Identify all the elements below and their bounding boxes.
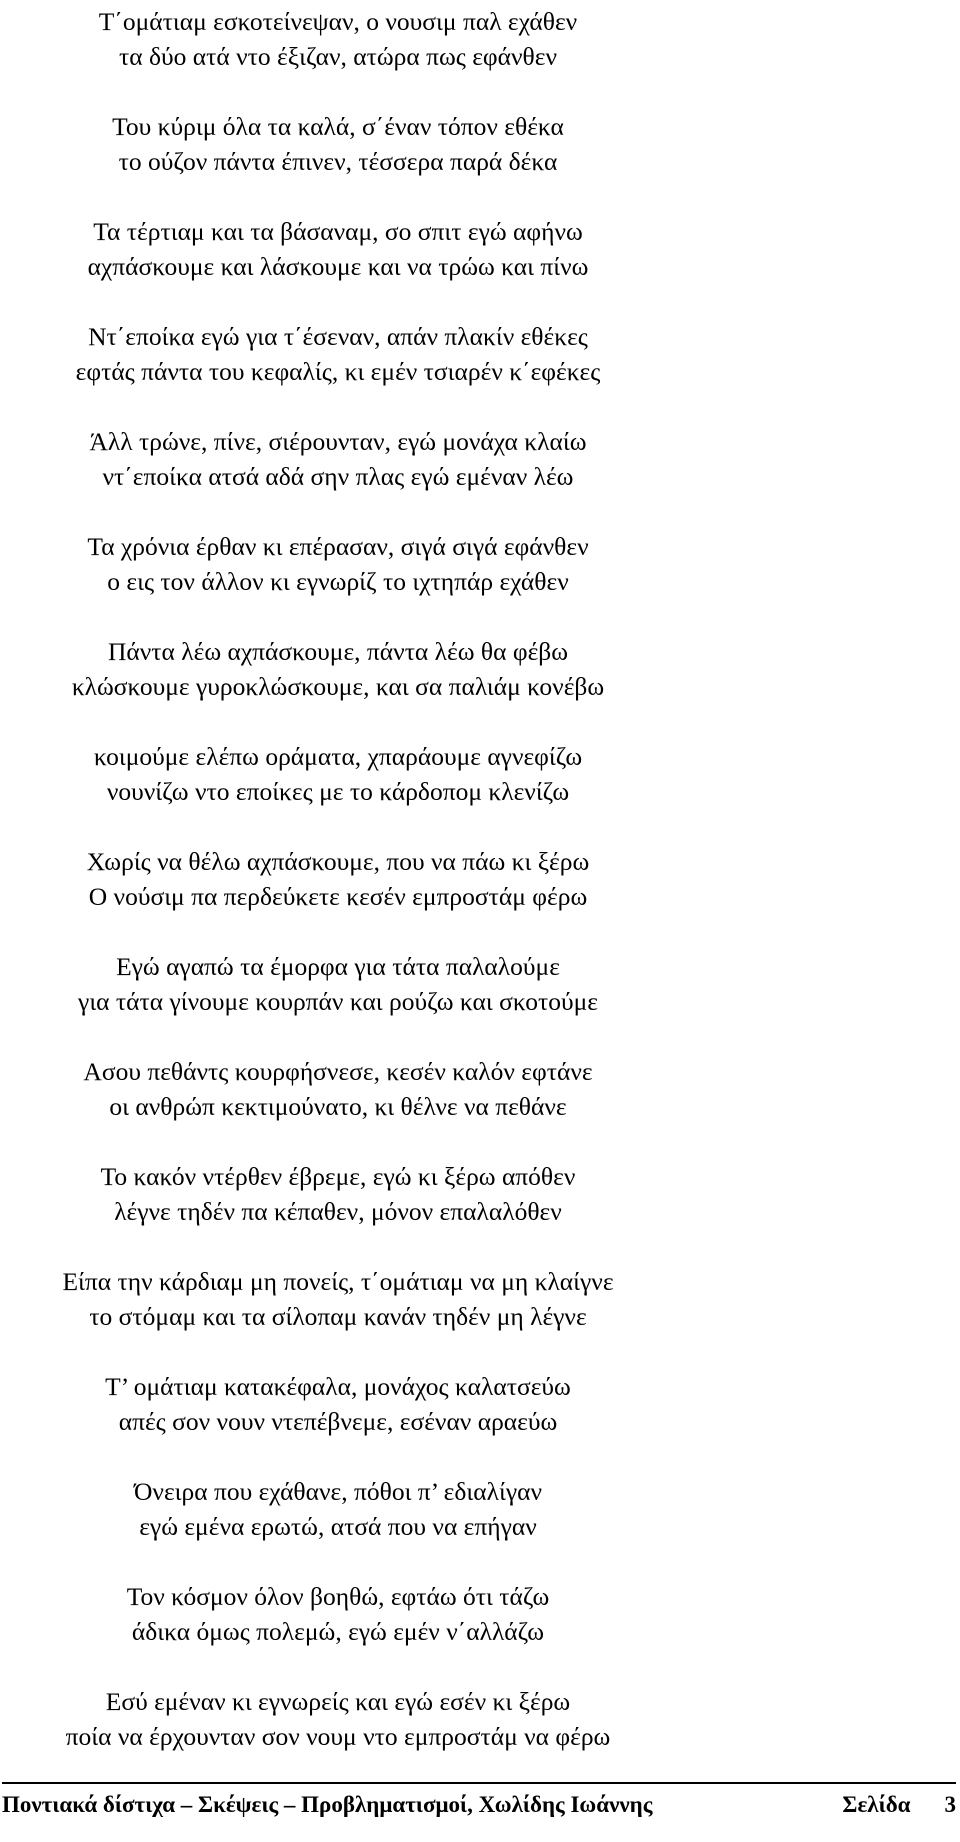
verse-line: Τα τέρτιαμ και τα βάσαναμ, σο σπιτ εγώ αφήνω bbox=[93, 217, 583, 246]
verse-line: λέγνε τηδέν πα κέπαθεν, μόνον επαλαλόθεν bbox=[114, 1197, 562, 1226]
stanza bbox=[0, 1369, 676, 1474]
verse-line: Τ’ ομάτιαμ κατακέφαλα, μονάχος καλατσεύω bbox=[105, 1372, 571, 1401]
verse-line: Του κύριμ όλα τα καλά, σ΄έναν τόπον εθέκα bbox=[112, 112, 564, 141]
verse-line: αχπάσκουμε και λάσκουμε και να τρώω και πίνω bbox=[87, 252, 589, 281]
verse-line: Ο νούσιμ πα περδεύκετε κεσέν εμπροστάμ φέρω bbox=[88, 882, 588, 911]
footer-rule bbox=[2, 1782, 956, 1784]
verse-line: Πάντα λέω αχπάσκουμε, πάντα λέω θα φέβω bbox=[107, 637, 569, 666]
footer-page-indicator bbox=[842, 1792, 956, 1818]
verse-line: εφτάς πάντα του κεφαλίς, κι εμέν τσιαρέν κ΄εφέκες bbox=[75, 357, 601, 386]
stanza bbox=[0, 529, 676, 634]
page-footer bbox=[0, 1782, 960, 1842]
verse-line: Ασου πεθάντς κουρφήσνεσε, κεσέν καλόν εφτάνε bbox=[83, 1057, 593, 1086]
verse-line: το στόμαμ και τα σίλοπαμ κανάν τηδέν μη λέγνε bbox=[89, 1302, 587, 1331]
verse-line: άδικα όμως πολεμώ, εγώ εμέν ν΄αλλάζω bbox=[131, 1617, 545, 1646]
stanza bbox=[0, 1159, 676, 1264]
stanza bbox=[0, 634, 676, 739]
poem-body bbox=[0, 4, 676, 1789]
footer-title: Ποντιακά δίστιχα – Σκέψεις – Προβληματισμοί, Χωλίδης Ιωάννης bbox=[2, 1792, 653, 1817]
verse-line: ντ΄εποίκα ατσά αδά σην πλας εγώ εμέναν λέω bbox=[102, 462, 574, 491]
verse-line: Τα χρόνια έρθαν κι επέρασαν, σιγά σιγά εφάνθεν bbox=[87, 532, 589, 561]
stanza bbox=[0, 1474, 676, 1579]
verse-line: Χωρίς να θέλω αχπάσκουμε, που να πάω κι ξέρω bbox=[86, 847, 590, 876]
verse-line: Όνειρα που εχάθανε, πόθοι π’ εδιαλίγαν bbox=[134, 1477, 542, 1506]
stanza bbox=[0, 739, 676, 844]
stanza bbox=[0, 424, 676, 529]
verse-line: Τον κόσμον όλον βοηθώ, εφτάω ότι τάζω bbox=[126, 1582, 550, 1611]
verse-line: Άλλ τρώνε, πίνε, σιέρουνταν, εγώ μονάχα κλαίω bbox=[89, 427, 587, 456]
footer-page-label: Σελίδα bbox=[842, 1792, 911, 1817]
stanza bbox=[0, 4, 676, 109]
stanza bbox=[0, 949, 676, 1054]
stanza bbox=[0, 1264, 676, 1369]
stanza bbox=[0, 1054, 676, 1159]
verse-line: κοιμούμε ελέπω οράματα, χπαράουμε αγνεφίζω bbox=[93, 742, 583, 771]
stanza bbox=[0, 1579, 676, 1684]
stanza bbox=[0, 214, 676, 319]
verse-line: τα δύο ατά ντο έξιζαν, ατώρα πως εφάνθεν bbox=[119, 42, 557, 71]
stanza bbox=[0, 844, 676, 949]
verse-line: απές σον νουν ντεπέβνεμε, εσέναν αραεύω bbox=[118, 1407, 558, 1436]
verse-line: Τ΄ομάτιαμ εσκοτείνεψαν, ο νουσιμ παλ εχάθεν bbox=[98, 7, 578, 36]
verse-line: Είπα την κάρδιαμ μη πονείς, τ΄ομάτιαμ να μη κλαίγνε bbox=[62, 1267, 614, 1296]
verse-line: Εσύ εμέναν κι εγνωρείς και εγώ εσέν κι ξέρω bbox=[105, 1687, 571, 1716]
verse-line: ποία να έρχουνταν σον νουμ ντο εμπροστάμ να φέρω bbox=[65, 1722, 611, 1751]
stanza bbox=[0, 319, 676, 424]
verse-line: για τάτα γίνουμε κουρπάν και ρούζω και σκοτούμε bbox=[78, 987, 598, 1016]
verse-line: Ντ΄εποίκα εγώ για τ΄έσεναν, απάν πλακίν εθέκες bbox=[88, 322, 588, 351]
verse-line: οι ανθρώπ κεκτιμούνατο, κι θέλνε να πεθάνε bbox=[109, 1092, 567, 1121]
footer-page-number: 3 bbox=[944, 1792, 956, 1817]
verse-line: εγώ εμένα ερωτώ, ατσά που να επήγαν bbox=[139, 1512, 537, 1541]
verse-line: Εγώ αγαπώ τα έμορφα για τάτα παλαλούμε bbox=[116, 952, 560, 981]
stanza bbox=[0, 109, 676, 214]
verse-line: νουνίζω ντο εποίκες με το κάρδοπομ κλενίζω bbox=[106, 777, 570, 806]
verse-line: κλώσκουμε γυροκλώσκουμε, και σα παλιάμ κονέβω bbox=[71, 672, 605, 701]
verse-line: ο εις τον άλλον κι εγνωρίζ το ιχτηπάρ εχάθεν bbox=[107, 567, 569, 596]
stanza bbox=[0, 1684, 676, 1789]
verse-line: το ούζον πάντα έπινεν, τέσσερα παρά δέκα bbox=[118, 147, 558, 176]
verse-line: Το κακόν ντέρθεν έβρεμε, εγώ κι ξέρω απόθεν bbox=[100, 1162, 576, 1191]
